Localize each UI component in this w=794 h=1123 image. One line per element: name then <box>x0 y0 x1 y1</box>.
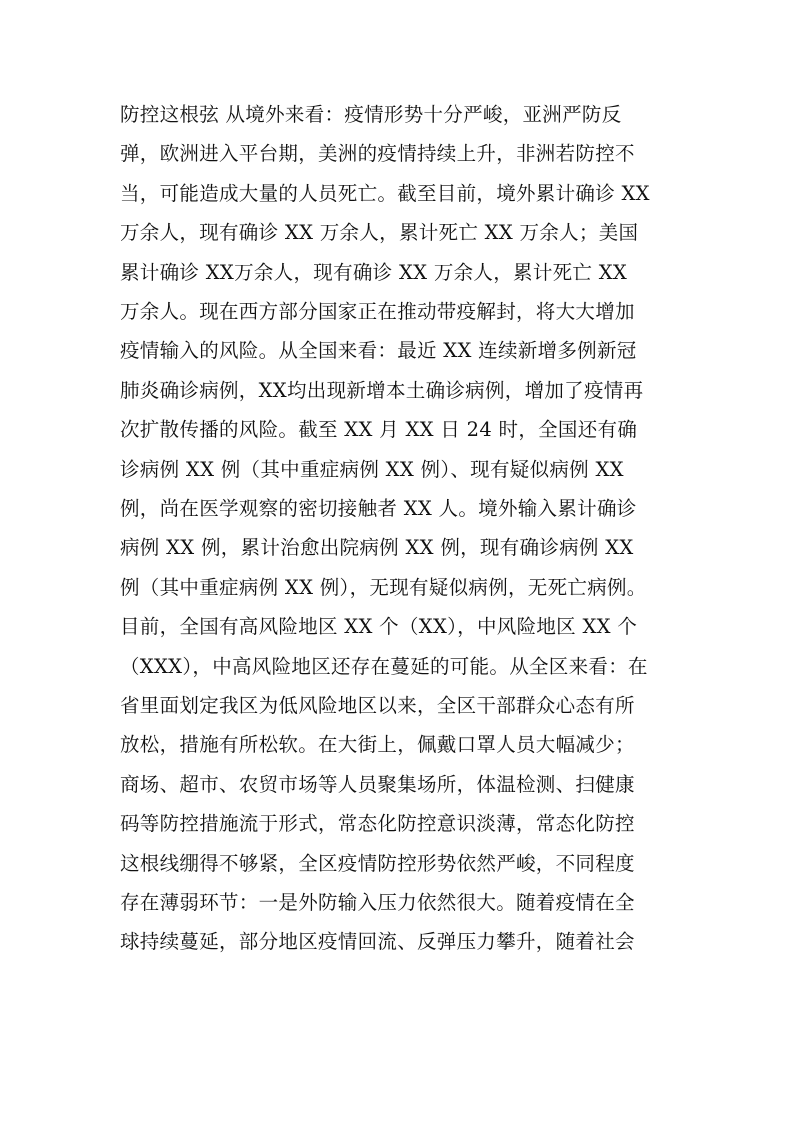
text-line-14: 目前，全国有高风险地区 XX 个（XX），中风险地区 XX 个 <box>120 615 638 639</box>
text-line-8: 肺炎确诊病例，XX均出现新增本土确诊病例，增加了疫情再 <box>120 378 644 402</box>
text-line-9: 次扩散传播的风险。截至 XX 月 XX 日 24 时，全国还有确 <box>120 418 638 442</box>
text-line-1: 防控这根弦 从境外来看：疫情形势十分严峻，亚洲严防反 <box>120 103 622 126</box>
text-line-13: 例（其中重症病例 XX 例），无现有疑似病例，无死亡病例。 <box>120 575 647 599</box>
text-line-7: 疫情输入的风险。从全国来看：最近 XX 连续新增多例新冠 <box>120 339 637 363</box>
text-line-21: 存在薄弱环节：一是外防输入压力依然很大。随着疫情在全 <box>120 891 635 914</box>
text-line-5: 累计确诊 XX万余人，现有确诊 XX 万余人，累计死亡 XX <box>120 260 628 284</box>
text-line-6: 万余人。现在西方部分国家正在推动带疫解封，将大大增加 <box>120 300 635 323</box>
text-line-15: （XXX），中高风险地区还存在蔓延的可能。从全区来看：在 <box>120 654 648 678</box>
text-line-11: 例，尚在医学观察的密切接触者 XX 人。境外输入累计确诊 <box>120 497 637 520</box>
text-line-10: 诊病例 XX 例（其中重症病例 XX 例）、现有疑似病例 XX <box>120 457 624 481</box>
text-line-19: 码等防控措施流于形式，常态化防控意识淡薄，常态化防控 <box>120 812 635 836</box>
text-line-16: 省里面划定我区为低风险地区以来，全区干部群众心态有所 <box>120 694 635 717</box>
text-line-20: 这根线绷得不够紧，全区疫情防控形势依然严峻，不同程度 <box>120 851 635 875</box>
text-line-22: 球持续蔓延，部分地区疫情回流、反弹压力攀升，随着社会 <box>120 930 635 954</box>
text-line-3: 当，可能造成大量的人员死亡。截至目前，境外累计确诊 XX <box>120 181 650 205</box>
text-line-2: 弹，欧洲进入平台期，美洲的疫情持续上升，非洲若防控不 <box>120 142 635 166</box>
text-line-4: 万余人，现有确诊 XX 万余人，累计死亡 XX 万余人；美国 <box>120 221 639 245</box>
text-line-18: 商场、超市、农贸市场等人员聚集场所，体温检测、扫健康 <box>120 772 635 796</box>
text-line-12: 病例 XX 例，累计治愈出院病例 XX 例，现有确诊病例 XX <box>120 536 634 560</box>
text-line-17: 放松，措施有所松软。在大街上，佩戴口罩人员大幅减少； <box>120 733 635 757</box>
